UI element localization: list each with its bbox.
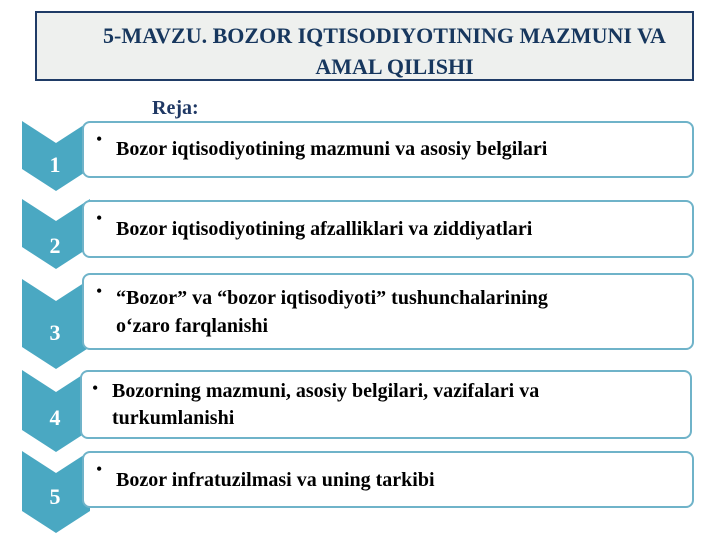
plan-item-text: Bozor iqtisodiyotining afzalliklari va ziddiyatlari	[116, 218, 533, 240]
bullet: •	[92, 378, 99, 398]
item-number-5: 5	[49, 484, 61, 509]
bullet: •	[96, 281, 103, 301]
plan-item-3	[82, 273, 694, 350]
plan-item-2	[82, 200, 694, 258]
item-number-1: 1	[49, 152, 61, 177]
slide-title-box	[35, 11, 694, 81]
item-number-2: 2	[49, 233, 61, 258]
plan-label: Reja:	[152, 97, 199, 119]
plan-item-text: Bozor infratuzilmasi va uning tarkibi	[116, 469, 435, 491]
plan-item-text-line-1: “Bozor” va “bozor iqtisodiyoti” tushunchalarining	[116, 287, 548, 309]
plan-item-1	[82, 121, 694, 178]
bullet: •	[96, 208, 103, 228]
plan-item-text-line-1: Bozorning mazmuni, asosiy belgilari, vazifalari va	[112, 380, 540, 402]
bullet: •	[96, 129, 103, 149]
slide-title-line-2: AMAL QILISHI	[315, 54, 474, 79]
slide-title-line-1: 5-MAVZU. BOZOR IQTISODIYOTINING MAZMUNI VA	[103, 23, 666, 48]
plan-item-4	[80, 370, 692, 439]
plan-item-text-line-2: o‘zaro farqlanishi	[116, 315, 269, 337]
bullet: •	[96, 459, 103, 479]
plan-item-5	[82, 451, 694, 508]
item-number-4: 4	[49, 405, 61, 430]
plan-item-text: Bozor iqtisodiyotining mazmuni va asosiy belgilari	[116, 138, 548, 160]
plan-item-text-line-2: turkumlanishi	[112, 407, 235, 429]
item-number-3: 3	[49, 320, 61, 345]
